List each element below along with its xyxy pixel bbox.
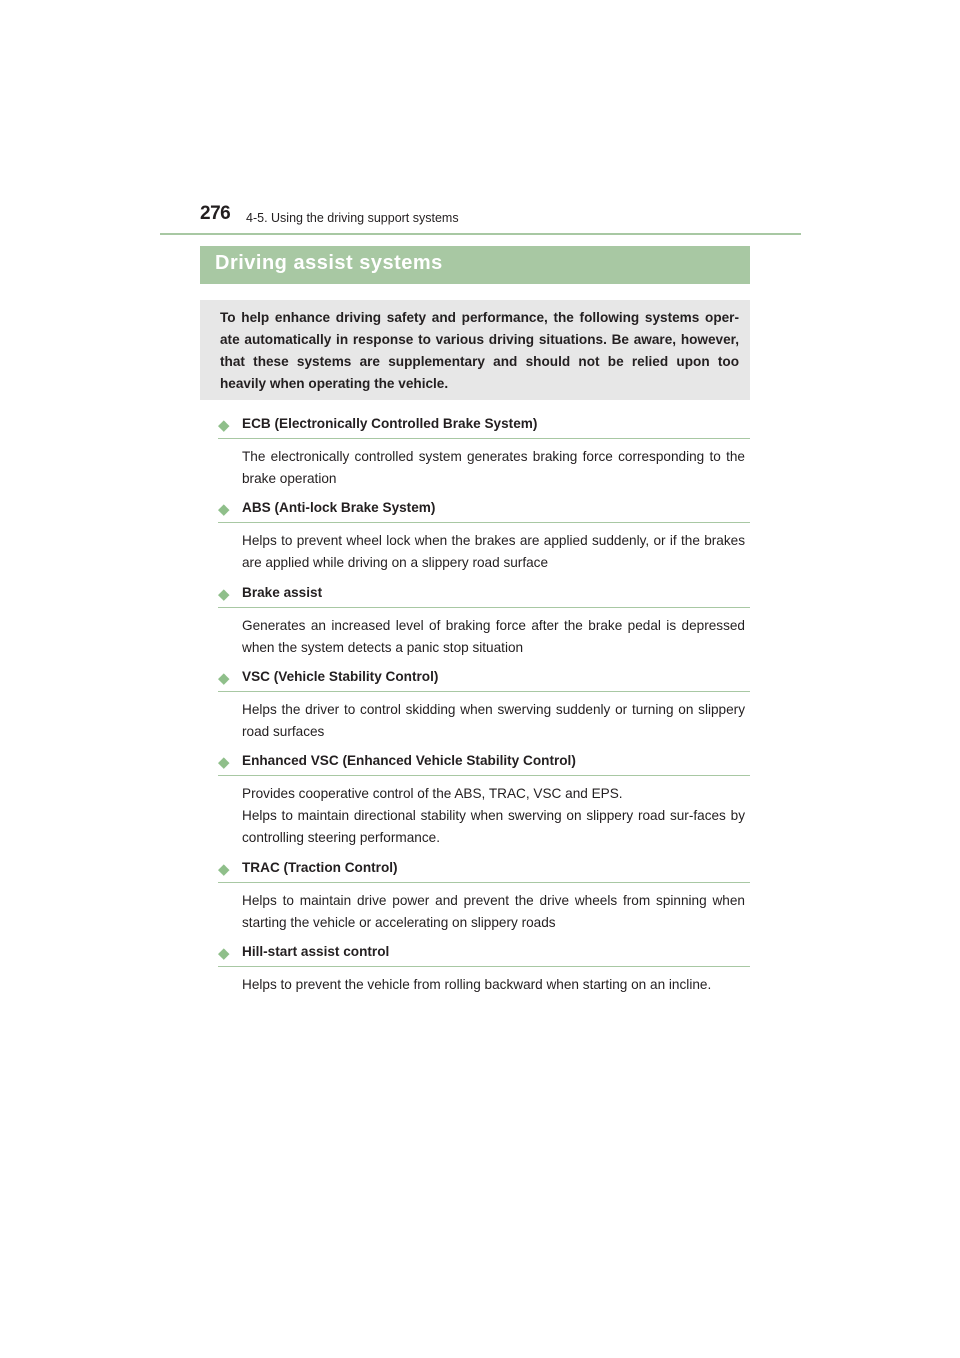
item-body (242, 783, 745, 849)
item-title: VSC (Vehicle Stability Control) (242, 669, 439, 684)
page-header (200, 203, 800, 233)
item-paragraph: Helps the driver to control skidding when swerving suddenly or turning on slippery road surfaces (242, 702, 745, 739)
item-paragraph: Helps to maintain directional stability when swerving on slippery road sur-faces by controlling steering performance. (242, 808, 745, 845)
item-heading (218, 498, 750, 523)
diamond-icon: ◆ (218, 861, 230, 878)
item-title: Hill-start assist control (242, 944, 390, 959)
section-label: 4-5. Using the driving support systems (246, 211, 459, 225)
item-paragraph: Helps to maintain drive power and prevent the drive wheels from spinning when starting the vehicle or accelerating on slippery roads (242, 893, 745, 930)
item-body (242, 890, 745, 934)
item-heading (218, 858, 750, 883)
list-item (218, 667, 750, 743)
page-title: Driving assist systems (215, 252, 443, 274)
item-title: Enhanced VSC (Enhanced Vehicle Stability Control) (242, 753, 576, 768)
item-heading (218, 751, 750, 776)
item-title: TRAC (Traction Control) (242, 860, 398, 875)
title-bar (200, 246, 750, 284)
diamond-icon: ◆ (218, 670, 230, 687)
item-heading (218, 942, 750, 967)
diamond-icon: ◆ (218, 501, 230, 518)
header-divider (160, 233, 801, 235)
list-item (218, 414, 750, 490)
page-number: 276 (200, 203, 231, 224)
item-heading (218, 667, 750, 692)
item-title: Brake assist (242, 585, 323, 600)
item-body (242, 699, 745, 743)
diamond-icon: ◆ (218, 586, 230, 603)
list-item (218, 498, 750, 574)
diamond-icon: ◆ (218, 417, 230, 434)
item-body (242, 446, 745, 490)
item-paragraph: Provides cooperative control of the ABS, TRAC, VSC and EPS. (242, 786, 623, 801)
item-title: ECB (Electronically Controlled Brake System) (242, 416, 538, 431)
item-title: ABS (Anti-lock Brake System) (242, 500, 436, 515)
item-body (242, 530, 745, 574)
intro-box (200, 300, 750, 400)
diamond-icon: ◆ (218, 945, 230, 962)
item-paragraph: Helps to prevent the vehicle from rolling backward when starting on an incline. (242, 977, 712, 992)
item-paragraph: Generates an increased level of braking force after the brake pedal is depressed when the system detects a panic stop situation (242, 618, 745, 655)
item-paragraph: The electronically controlled system generates braking force corresponding to the brake operation (242, 449, 745, 486)
intro-text: To help enhance driving safety and performance, the following systems oper-ate automatically in response to various driving situations. Be aware, however, that these systems are supplementary and should not be relied upon too heavily when operating the vehicle. (220, 310, 739, 391)
item-body (242, 974, 745, 996)
list-item (218, 942, 750, 996)
list-item (218, 751, 750, 849)
item-body (242, 615, 745, 659)
item-paragraph: Helps to prevent wheel lock when the brakes are applied suddenly, or if the brakes are applied while driving on a slippery road surface (242, 533, 745, 570)
item-heading (218, 583, 750, 608)
list-item (218, 583, 750, 659)
list-item (218, 858, 750, 934)
item-heading (218, 414, 750, 439)
diamond-icon: ◆ (218, 754, 230, 771)
